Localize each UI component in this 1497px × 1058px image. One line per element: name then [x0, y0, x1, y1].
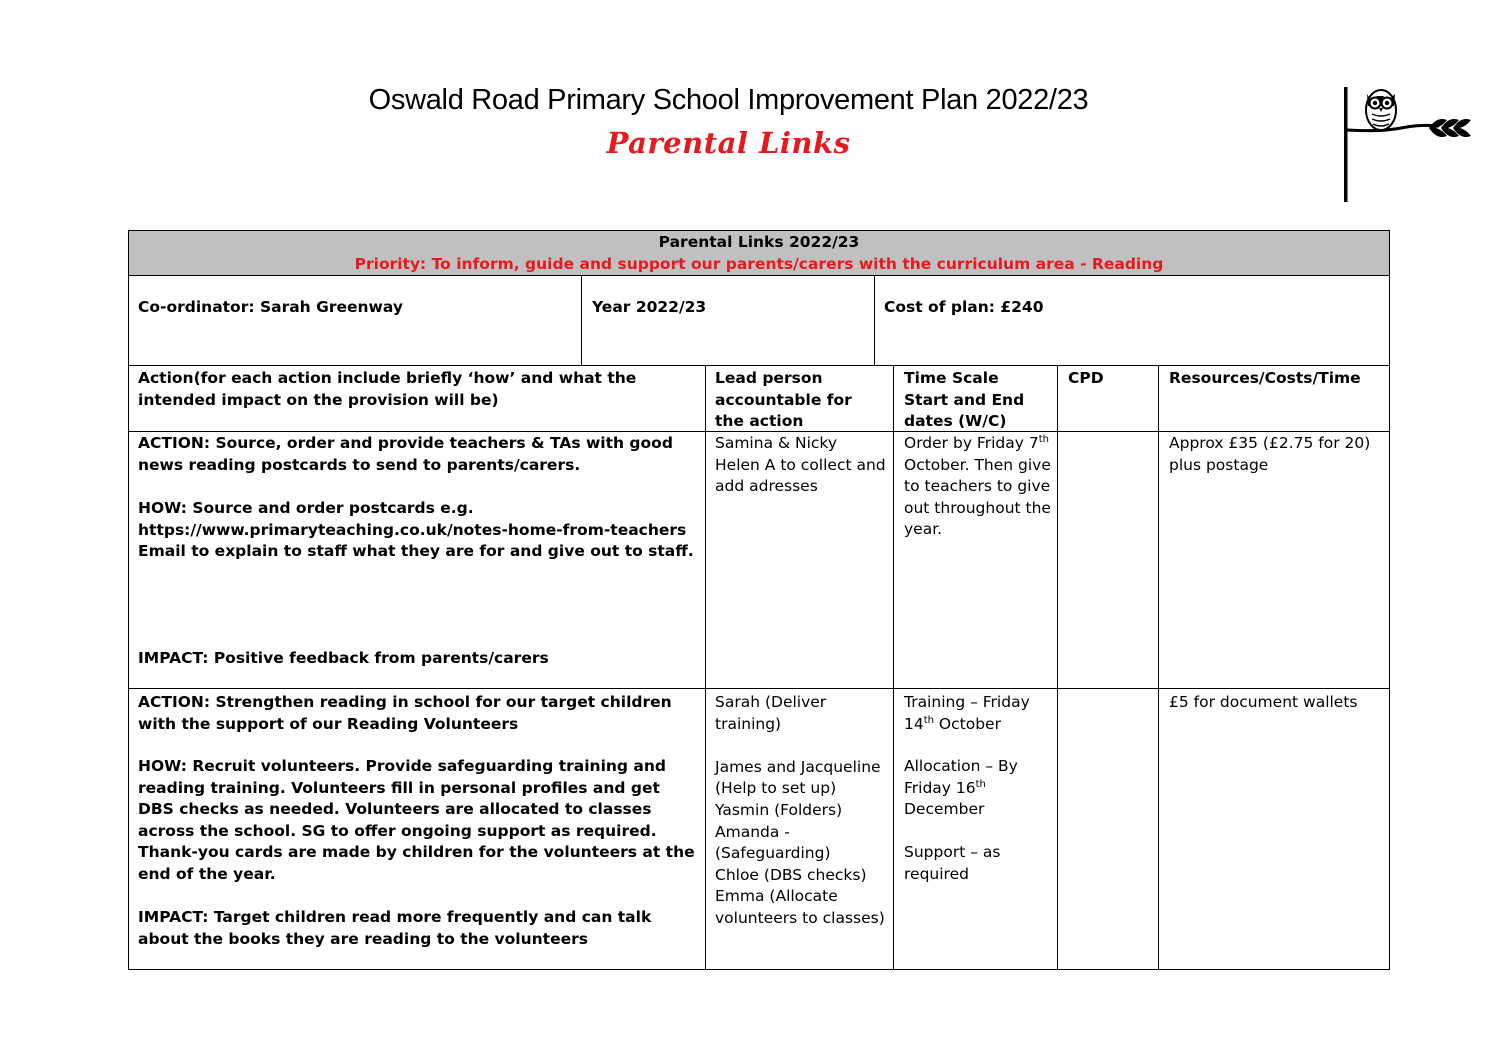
row1-impact: IMPACT: Positive feedback from parents/carers: [138, 649, 549, 667]
column-header-action: Action(for each action include briefly ‘how’ and what the intended impact on the provision will be): [138, 369, 637, 409]
document-title: Oswald Road Primary School Improvement Plan 2022/23: [368, 84, 1089, 116]
row2-timescale-allocation: Allocation – By Friday 16th December: [904, 757, 1018, 819]
row2-how: HOW: Recruit volunteers. Provide safeguarding training and reading training. Volunteers fill in personal profiles and get DBS checks as needed. Volunteers are allocated to classes across the school. SG to offer ongoing support as required. Thank-you cards are made by children for the volunteers at the end of the year.: [138, 757, 695, 883]
year-label: Year 2022/23: [592, 298, 707, 316]
column-header-timescale: Time Scale Start and End dates (W/C): [904, 369, 1025, 431]
row2-timescale-support: Support – as required: [904, 843, 1001, 883]
row1-how: HOW: Source and order postcards e.g. https://www.primaryteaching.co.uk/notes-home-from-teachers Email to explain to staff what they are for and give out to staff.: [138, 499, 694, 561]
row2-impact: IMPACT: Target children read more frequently and can talk about the books they are reading to the volunteers: [138, 908, 652, 948]
row1-lead: Samina & Nicky Helen A to collect and add adresses: [715, 434, 886, 496]
row2-action: ACTION: Strengthen reading in school for our target children with the support of our Reading Volunteers: [138, 693, 672, 733]
table-priority: Priority: To inform, guide and support our parents/carers with the curriculum area - Reading: [354, 255, 1164, 273]
coordinator-label: Co-ordinator: Sarah Greenway: [138, 298, 403, 316]
document-subtitle: Parental Links: [606, 126, 851, 160]
row1-resources: Approx £35 (£2.75 for 20) plus postage: [1169, 434, 1371, 474]
row1-action: ACTION: Source, order and provide teachers & TAs with good news reading postcards to send to parents/carers.: [138, 434, 673, 474]
column-header-resources: Resources/Costs/Time: [1169, 369, 1361, 387]
table-header-title: Parental Links 2022/23: [658, 233, 860, 251]
owl-logo-icon: [1341, 84, 1473, 204]
row2-lead: Sarah (Deliver training) James and Jacqueline (Help to set up) Yasmin (Folders) Amanda - (Safeguarding) Chloe (DBS checks) Emma (Allocate volunteers to classes): [715, 693, 885, 927]
column-header-cpd: CPD: [1068, 369, 1104, 387]
cost-label: Cost of plan: £240: [884, 298, 1044, 316]
row2-resources: £5 for document wallets: [1169, 693, 1358, 711]
row1-timescale: Order by Friday 7th October. Then give to teachers to give out throughout the year.: [904, 433, 1051, 539]
row2-timescale-training: Training – Friday 14th October: [904, 693, 1030, 733]
column-header-lead: Lead person accountable for the action: [715, 369, 852, 431]
